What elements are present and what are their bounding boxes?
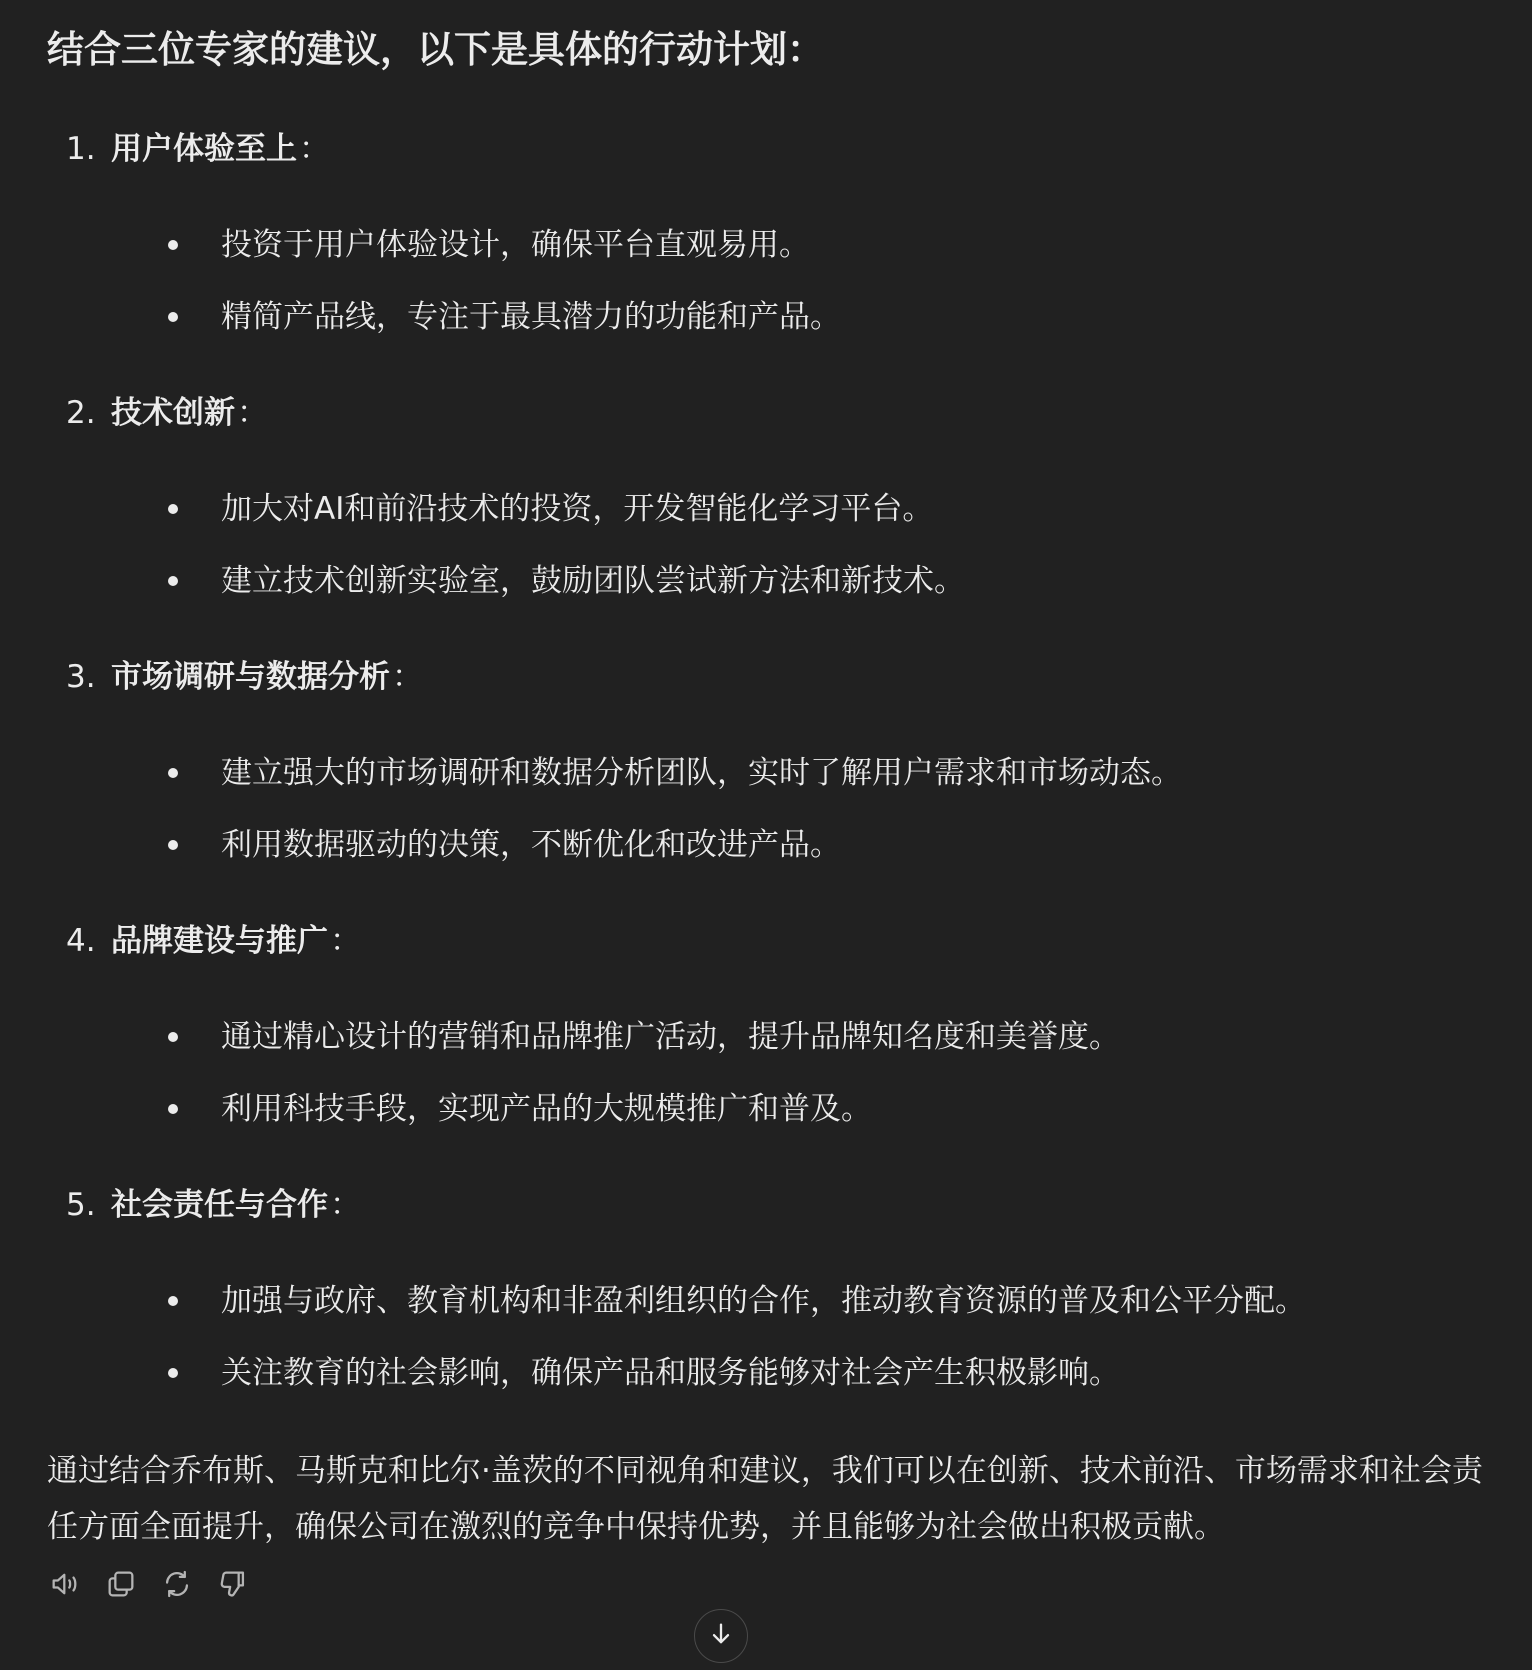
section-title-text: 社会责任与合作 bbox=[111, 1187, 328, 1223]
section-1-title: 1. 用户体验至上： bbox=[66, 127, 330, 171]
read-aloud-button[interactable] bbox=[47, 1566, 83, 1606]
scroll-down-button[interactable] bbox=[694, 1609, 748, 1663]
copy-icon bbox=[104, 1567, 138, 1605]
speaker-icon bbox=[48, 1567, 82, 1605]
bullet-dot bbox=[168, 1368, 178, 1378]
section-title-text: 用户体验至上 bbox=[111, 131, 297, 167]
section-number: 5. bbox=[66, 1187, 96, 1223]
bullet-dot bbox=[168, 504, 178, 514]
list-item-text: 利用数据驱动的决策，不断优化和改进产品。 bbox=[221, 827, 841, 863]
section-5-title: 5. 社会责任与合作： bbox=[66, 1183, 361, 1227]
bullet-dot bbox=[168, 840, 178, 850]
dislike-button[interactable] bbox=[215, 1566, 251, 1606]
section-title-text: 市场调研与数据分析 bbox=[111, 659, 390, 695]
copy-button[interactable] bbox=[103, 1566, 139, 1606]
thumbs-down-icon bbox=[216, 1567, 250, 1605]
list-item-text: 建立强大的市场调研和数据分析团队，实时了解用户需求和市场动态。 bbox=[221, 755, 1182, 791]
bullet-dot bbox=[168, 768, 178, 778]
list-item-text: 关注教育的社会影响，确保产品和服务能够对社会产生积极影响。 bbox=[221, 1355, 1120, 1391]
list-item-text: 建立技术创新实验室，鼓励团队尝试新方法和新技术。 bbox=[221, 563, 965, 599]
regenerate-button[interactable] bbox=[159, 1566, 195, 1606]
bullet-dot bbox=[168, 1296, 178, 1306]
bullet-dot bbox=[168, 1104, 178, 1114]
section-3-title: 3. 市场调研与数据分析： bbox=[66, 655, 423, 699]
list-item-text: 利用科技手段，实现产品的大规模推广和普及。 bbox=[221, 1091, 872, 1127]
section-title-text: 技术创新 bbox=[111, 395, 235, 431]
bullet-dot bbox=[168, 312, 178, 322]
list-item-text: 精简产品线，专注于最具潜力的功能和产品。 bbox=[221, 299, 841, 335]
bullet-dot bbox=[168, 576, 178, 586]
list-item-text: 通过精心设计的营销和品牌推广活动，提升品牌知名度和美誉度。 bbox=[221, 1019, 1120, 1055]
section-number: 3. bbox=[66, 659, 96, 695]
bullet-dot bbox=[168, 240, 178, 250]
arrow-down-icon bbox=[707, 1620, 735, 1652]
section-number: 4. bbox=[66, 923, 96, 959]
message-heading: 结合三位专家的建议，以下是具体的行动计划： bbox=[47, 28, 824, 71]
section-number: 1. bbox=[66, 131, 96, 167]
section-title-text: 品牌建设与推广 bbox=[111, 923, 328, 959]
list-item-text: 加强与政府、教育机构和非盈利组织的合作，推动教育资源的普及和公平分配。 bbox=[221, 1283, 1306, 1319]
section-2-title: 2. 技术创新： bbox=[66, 391, 268, 435]
list-item-text: 加大对AI和前沿技术的投资，开发智能化学习平台。 bbox=[221, 491, 934, 527]
refresh-icon bbox=[160, 1567, 194, 1605]
bullet-dot bbox=[168, 1032, 178, 1042]
list-item-text: 投资于用户体验设计，确保平台直观易用。 bbox=[221, 227, 810, 263]
message-actions bbox=[47, 1566, 251, 1606]
summary-paragraph: 通过结合乔布斯、马斯克和比尔·盖茨的不同视角和建议，我们可以在创新、技术前沿、市场需求和社会责任方面全面提升，确保公司在激烈的竞争中保持优势，并且能够为社会做出积极贡献。 bbox=[47, 1453, 1483, 1545]
section-number: 2. bbox=[66, 395, 96, 431]
section-4-title: 4. 品牌建设与推广： bbox=[66, 919, 361, 963]
